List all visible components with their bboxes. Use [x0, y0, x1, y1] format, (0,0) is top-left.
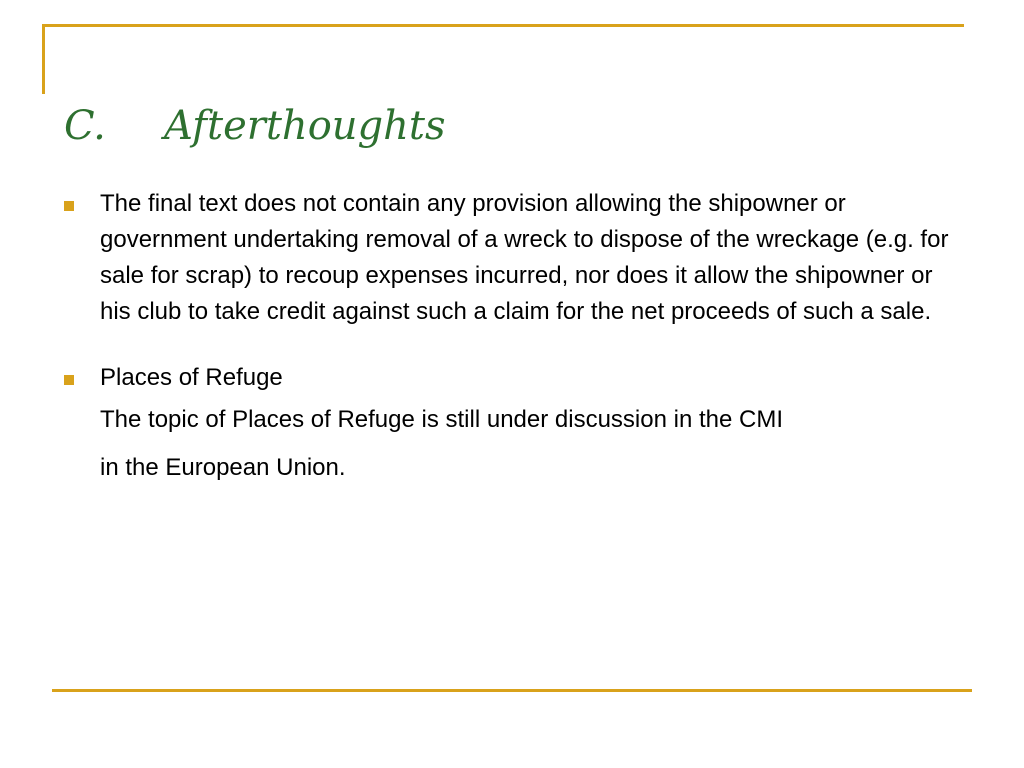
- square-bullet-icon: [64, 375, 74, 385]
- slide-title: [64, 100, 446, 152]
- bottom-divider: [52, 689, 972, 692]
- square-bullet-icon: [64, 201, 74, 211]
- bullet-item: [64, 186, 964, 330]
- top-divider: [42, 24, 964, 27]
- bullet-list: [64, 186, 964, 492]
- bullet-heading: Places of Refuge: [100, 364, 283, 391]
- title-number: C.: [64, 103, 106, 149]
- bullet-text: The final text does not contain any provision allowing the shipowner or government undertaking removal of a wreck to dispose of the wreckage (e.g. for sale for scrap) to recoup expenses incurred, nor does it allow the shipowner or his club to take credit against such a claim for the net proceeds of such a sale.: [100, 190, 949, 325]
- left-accent-bar: [42, 24, 45, 94]
- title-text: Afterthoughts: [164, 103, 446, 149]
- bullet-subtext-line-1: The topic of Places of Refuge is still under discussion in the CMI: [100, 406, 783, 433]
- bullet-subtext-line-2: in the European Union.: [100, 454, 346, 481]
- bullet-item: [64, 360, 964, 492]
